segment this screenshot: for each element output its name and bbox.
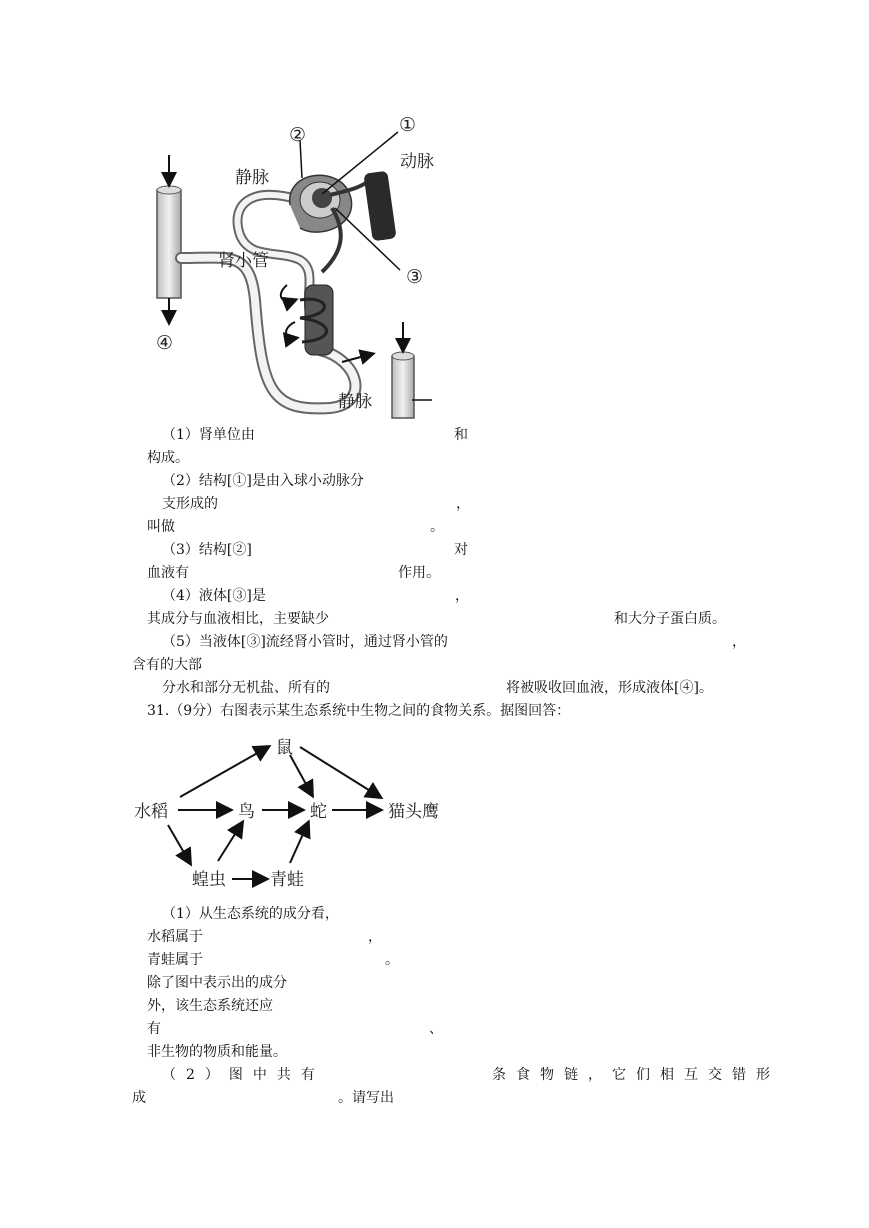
q31-line2a: 水稻属于	[147, 929, 203, 945]
artery-label: 动脉	[400, 152, 434, 172]
artery-vessel	[363, 171, 396, 242]
q30-line4a: 支形成的	[162, 496, 218, 512]
q31-line4: 除了图中表示出的成分	[147, 975, 287, 991]
node-locust: 蝗虫	[192, 870, 226, 890]
arrow-frog-snake	[290, 823, 308, 863]
q31-line5: 外，该生态系统还应	[147, 998, 273, 1014]
q31-line9b: 。请写出	[338, 1090, 394, 1106]
vein-bottom-label: 静脉	[338, 392, 372, 412]
q31-line9a: 成	[132, 1090, 146, 1106]
q31-line3a: 青蛙属于	[147, 952, 203, 968]
node-snake: 蛇	[310, 802, 327, 822]
collecting-duct	[157, 155, 181, 322]
q30-line8b: ，	[455, 588, 469, 604]
q31-line2b: ，	[368, 929, 382, 945]
node-rice: 水稻	[134, 802, 168, 822]
label-2: ②	[289, 124, 307, 146]
label-3: ③	[406, 266, 424, 288]
q30-line1a: （1）肾单位由	[162, 427, 255, 443]
q31-line8b: 条食物链，它们相互交错形	[492, 1067, 780, 1083]
arrow-mouse-snake	[290, 755, 312, 795]
q31-line3b: 。	[385, 952, 399, 968]
q30-line6b: 对	[454, 542, 468, 558]
node-owl: 猫头鹰	[388, 802, 439, 822]
q30-line3: （2）结构[①]是由入球小动脉分	[162, 473, 364, 489]
q30-line9b: 和大分子蛋白质。	[614, 611, 726, 627]
q30-line9a: 其成分与血液相比，主要缺少	[147, 611, 329, 627]
label-1: ①	[399, 114, 417, 136]
food-web-diagram	[0, 725, 869, 925]
arrow-rice-locust	[168, 825, 190, 863]
nephron-diagram	[0, 0, 869, 430]
q30-line2: 构成。	[147, 450, 189, 466]
arrow-mouse-owl	[300, 747, 380, 797]
q31-line6b: 、	[429, 1021, 443, 1037]
capillary-network	[281, 285, 333, 355]
node-mouse: 鼠	[276, 738, 293, 758]
arrow-locust-bird	[218, 823, 242, 861]
q30-line8a: （4）液体[③]是	[162, 588, 266, 604]
node-frog: 青蛙	[270, 870, 304, 890]
q30-line5b: 。	[430, 519, 444, 535]
q30-line4b: ，	[456, 496, 470, 512]
q30-line10a: （5）当液体[③]流经肾小管时，通过肾小管的	[162, 634, 448, 650]
tubule-label: 肾小管	[218, 251, 269, 271]
q30-line1b: 和	[454, 427, 468, 443]
q31-line8: （2）图中共有	[162, 1067, 325, 1083]
q30-line7a: 血液有	[147, 565, 189, 581]
label-4: ④	[156, 332, 174, 354]
q31-line7: 非生物的物质和能量。	[147, 1044, 287, 1060]
arrow-rice-mouse	[180, 747, 268, 797]
q31-line1: （1）从生态系统的成分看，	[162, 906, 339, 922]
vein-top-label: 静脉	[235, 168, 269, 188]
q30-line12b: 将被吸收回血液，形成液体[④]。	[506, 680, 713, 696]
q30-line10b: ，	[732, 634, 746, 650]
q31-title: 31.（9分）右图表示某生态系统中生物之间的食物关系。据图回答：	[147, 703, 571, 719]
q30-line7b: 作用。	[398, 565, 440, 581]
q30-line12a: 分水和部分无机盐、所有的	[162, 680, 330, 696]
q30-line11: 含有的大部	[132, 657, 202, 673]
q30-line5a: 叫做	[147, 519, 175, 535]
node-bird: 鸟	[238, 802, 255, 822]
q30-line6a: （3）结构[②]	[162, 542, 252, 558]
q31-line6a: 有	[147, 1021, 161, 1037]
